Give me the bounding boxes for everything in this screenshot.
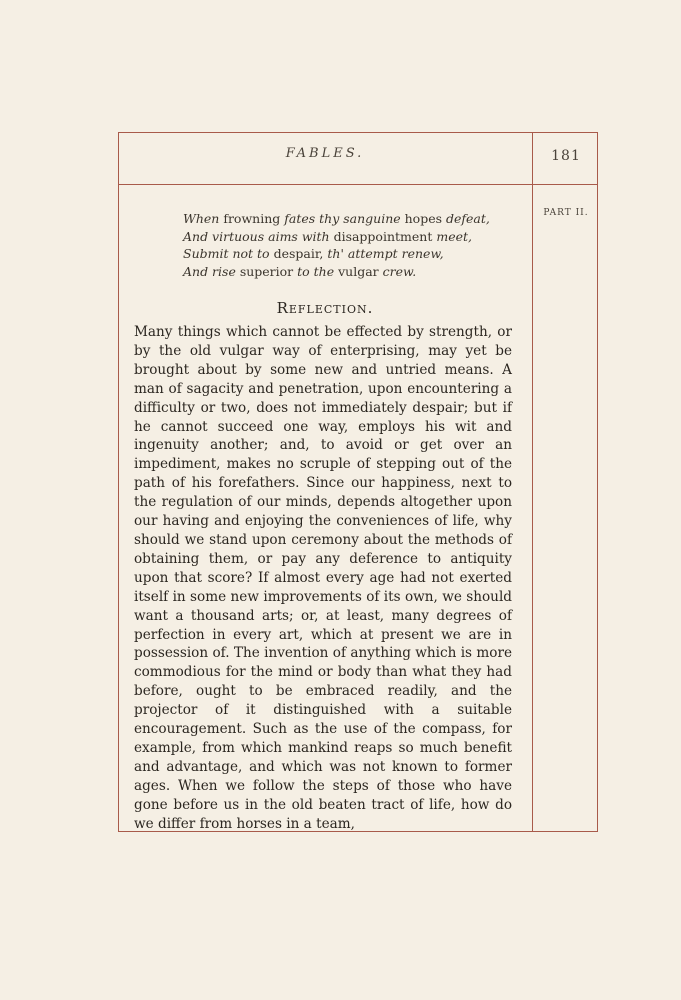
verse-segment: to the <box>297 263 335 279</box>
verse-segment: crew. <box>382 263 417 279</box>
body-text <box>134 323 512 833</box>
verse-segment: vulgar <box>334 263 383 279</box>
verse-line <box>183 245 513 263</box>
verse-segment: meet, <box>436 228 472 244</box>
verse-block <box>183 210 513 280</box>
verse-line <box>183 210 513 228</box>
verse-segment: disappointment <box>329 228 437 244</box>
margin-rule <box>532 132 533 832</box>
verse-segment: And rise <box>183 263 236 279</box>
verse-line <box>183 263 513 281</box>
body-paragraph: Many things which cannot be effected by strength, or by the old vulgar way of enterprising, may yet be brought about by some new and untried means. A man of sagacity and penetration, upon encountering a difficulty or two, does not immediately despair; but if he cannot succeed one way, employs his wit and ingenuity another; and, to avoid or get over an impediment, makes no scruple of stepping out of the path of his forefathers. Since our happiness, next to the regulation of our minds, depends altogether upon our having and enjoying the conveniences of life, why should we stand upon ceremony about the methods of obtaining them, or pay any deference to antiquity upon that score? If almost every age had not exerted itself in some new improvements of its own, we should want a thousand arts; or, at least, many degrees of perfection in every art, which at present we are in possession of. The invention of anything which is more commodious for the mind or body than what they had before, ought to be embraced readily, and the projector of it distinguished with a suitable encouragement. Such as the use of the compass, for example, from which mankind reaps so much benefit and advantage, and which was not known to former ages. When we follow the steps of those who have gone before us in the old beaten tract of life, how do we differ from horses in a team, <box>134 324 512 832</box>
margin-note: PART II. <box>543 208 589 218</box>
verse-segment: And virtuous aims with <box>183 228 330 244</box>
verse-segment: defeat, <box>446 211 490 226</box>
verse-segment: Submit not to <box>183 246 270 261</box>
verse-segment: th' attempt renew, <box>327 246 444 261</box>
verse-line <box>183 228 513 246</box>
page-number: 181 <box>551 148 581 164</box>
verse-segment: despair, <box>269 246 328 261</box>
section-heading: Reflection. <box>276 299 374 317</box>
verse-segment: When <box>183 211 220 226</box>
verse-segment: frowning <box>219 211 285 226</box>
verse-segment: superior <box>235 263 298 279</box>
header-rule <box>118 184 598 185</box>
verse-segment: hopes <box>400 211 446 226</box>
running-head: FABLES. <box>285 146 365 161</box>
verse-segment: fates thy sanguine <box>284 211 401 226</box>
